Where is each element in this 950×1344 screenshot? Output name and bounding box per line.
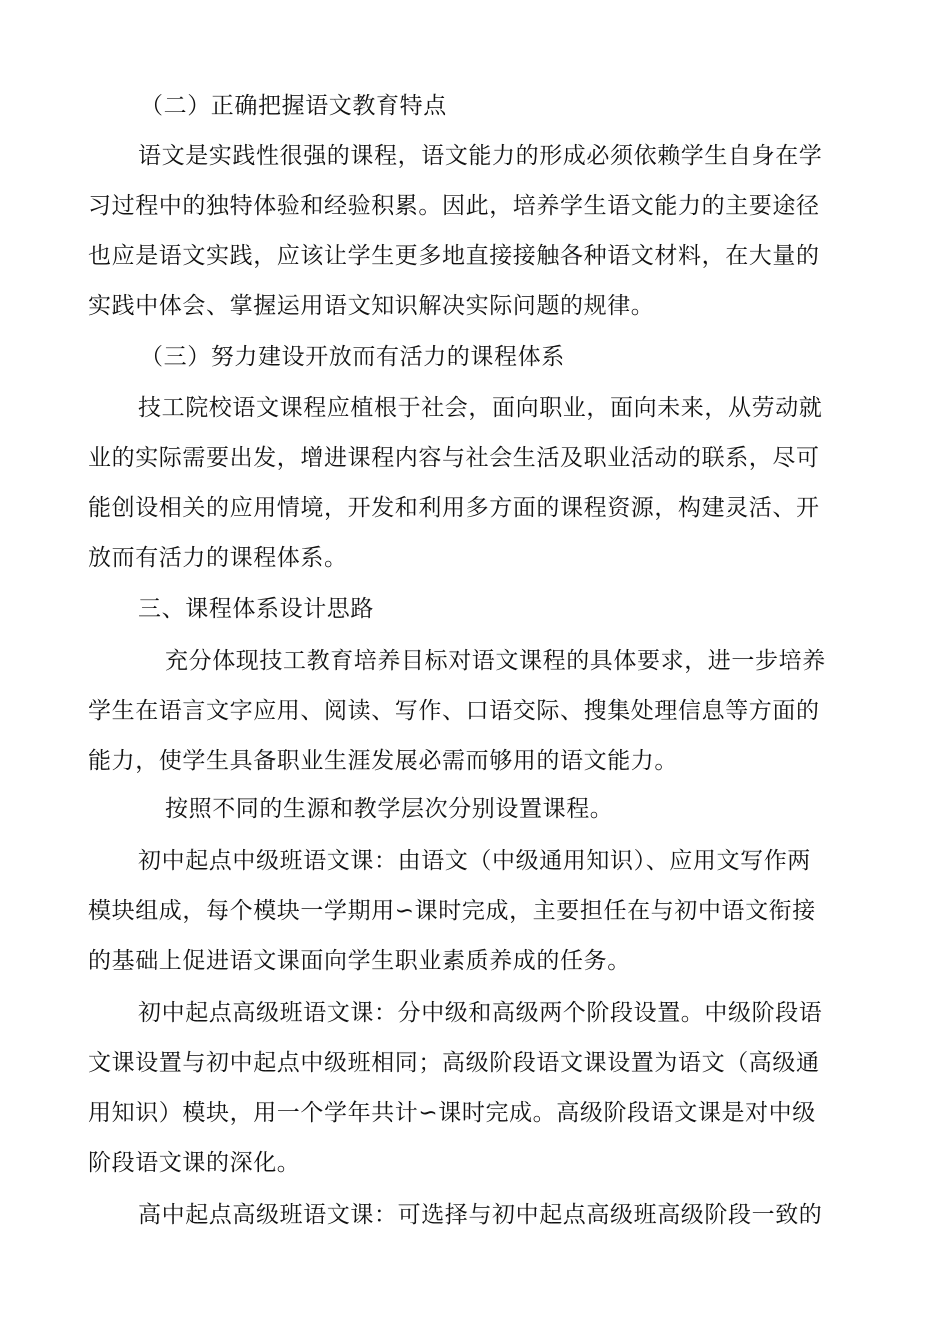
paragraph-line: 习过程中的独特体验和经验积累。因此，培养学生语文能力的主要途径 <box>88 193 820 219</box>
section-heading-2: （二）正确把握语文教育特点 <box>140 93 447 119</box>
paragraph-line: 文课设置与初中起点中级班相同；高级阶段语文课设置为语文（高级通 <box>88 1050 820 1076</box>
paragraph-line: 充分体现技工教育培养目标对语文课程的具体要求，进一步培养 <box>165 648 826 674</box>
paragraph-line: 能力，使学生具备职业生涯发展必需而够用的语文能力。 <box>88 748 678 774</box>
chapter-heading: 三、课程体系设计思路 <box>138 596 374 622</box>
paragraph-line: 放而有活力的课程体系。 <box>88 545 348 571</box>
paragraph-line: 用知识）模块，用一个学年共计∽课时完成。高级阶段语文课是对中级 <box>88 1100 816 1126</box>
paragraph-line: 语文是实践性很强的课程，语文能力的形成必须依赖学生自身在学 <box>138 143 823 169</box>
paragraph-line: 也应是语文实践，应该让学生更多地直接接触各种语文材料，在大量的 <box>88 243 820 269</box>
paragraph-line: 业的实际需要出发，增进课程内容与社会生活及职业活动的联系，尽可 <box>88 445 820 471</box>
paragraph-line: 按照不同的生源和教学层次分别设置课程。 <box>165 796 614 822</box>
paragraph-line: 能创设相关的应用情境，开发和利用多方面的课程资源，构建灵活、开 <box>88 495 820 521</box>
paragraph-line: 实践中体会、掌握运用语文知识解决实际问题的规律。 <box>88 293 655 319</box>
paragraph-line: 学生在语言文字应用、阅读、写作、口语交际、搜集处理信息等方面的 <box>88 698 820 724</box>
paragraph-line: 阶段语文课的深化。 <box>88 1150 301 1176</box>
paragraph-line: 模块组成，每个模块一学期用∽课时完成，主要担任在与初中语文衔接 <box>88 898 816 924</box>
paragraph-line: 初中起点高级班语文课：分中级和高级两个阶段设置。中级阶段语 <box>138 1000 823 1026</box>
paragraph-line: 初中起点中级班语文课：由语文（中级通用知识）、应用文写作两 <box>138 848 811 874</box>
paragraph-line: 的基础上促进语文课面向学生职业素质养成的任务。 <box>88 948 631 974</box>
paragraph-line: 技工院校语文课程应植根于社会，面向职业，面向未来，从劳动就 <box>138 395 823 421</box>
paragraph-line: 高中起点高级班语文课：可选择与初中起点高级班高级阶段一致的 <box>138 1202 823 1228</box>
section-heading-3: （三）努力建设开放而有活力的课程体系 <box>140 344 565 370</box>
